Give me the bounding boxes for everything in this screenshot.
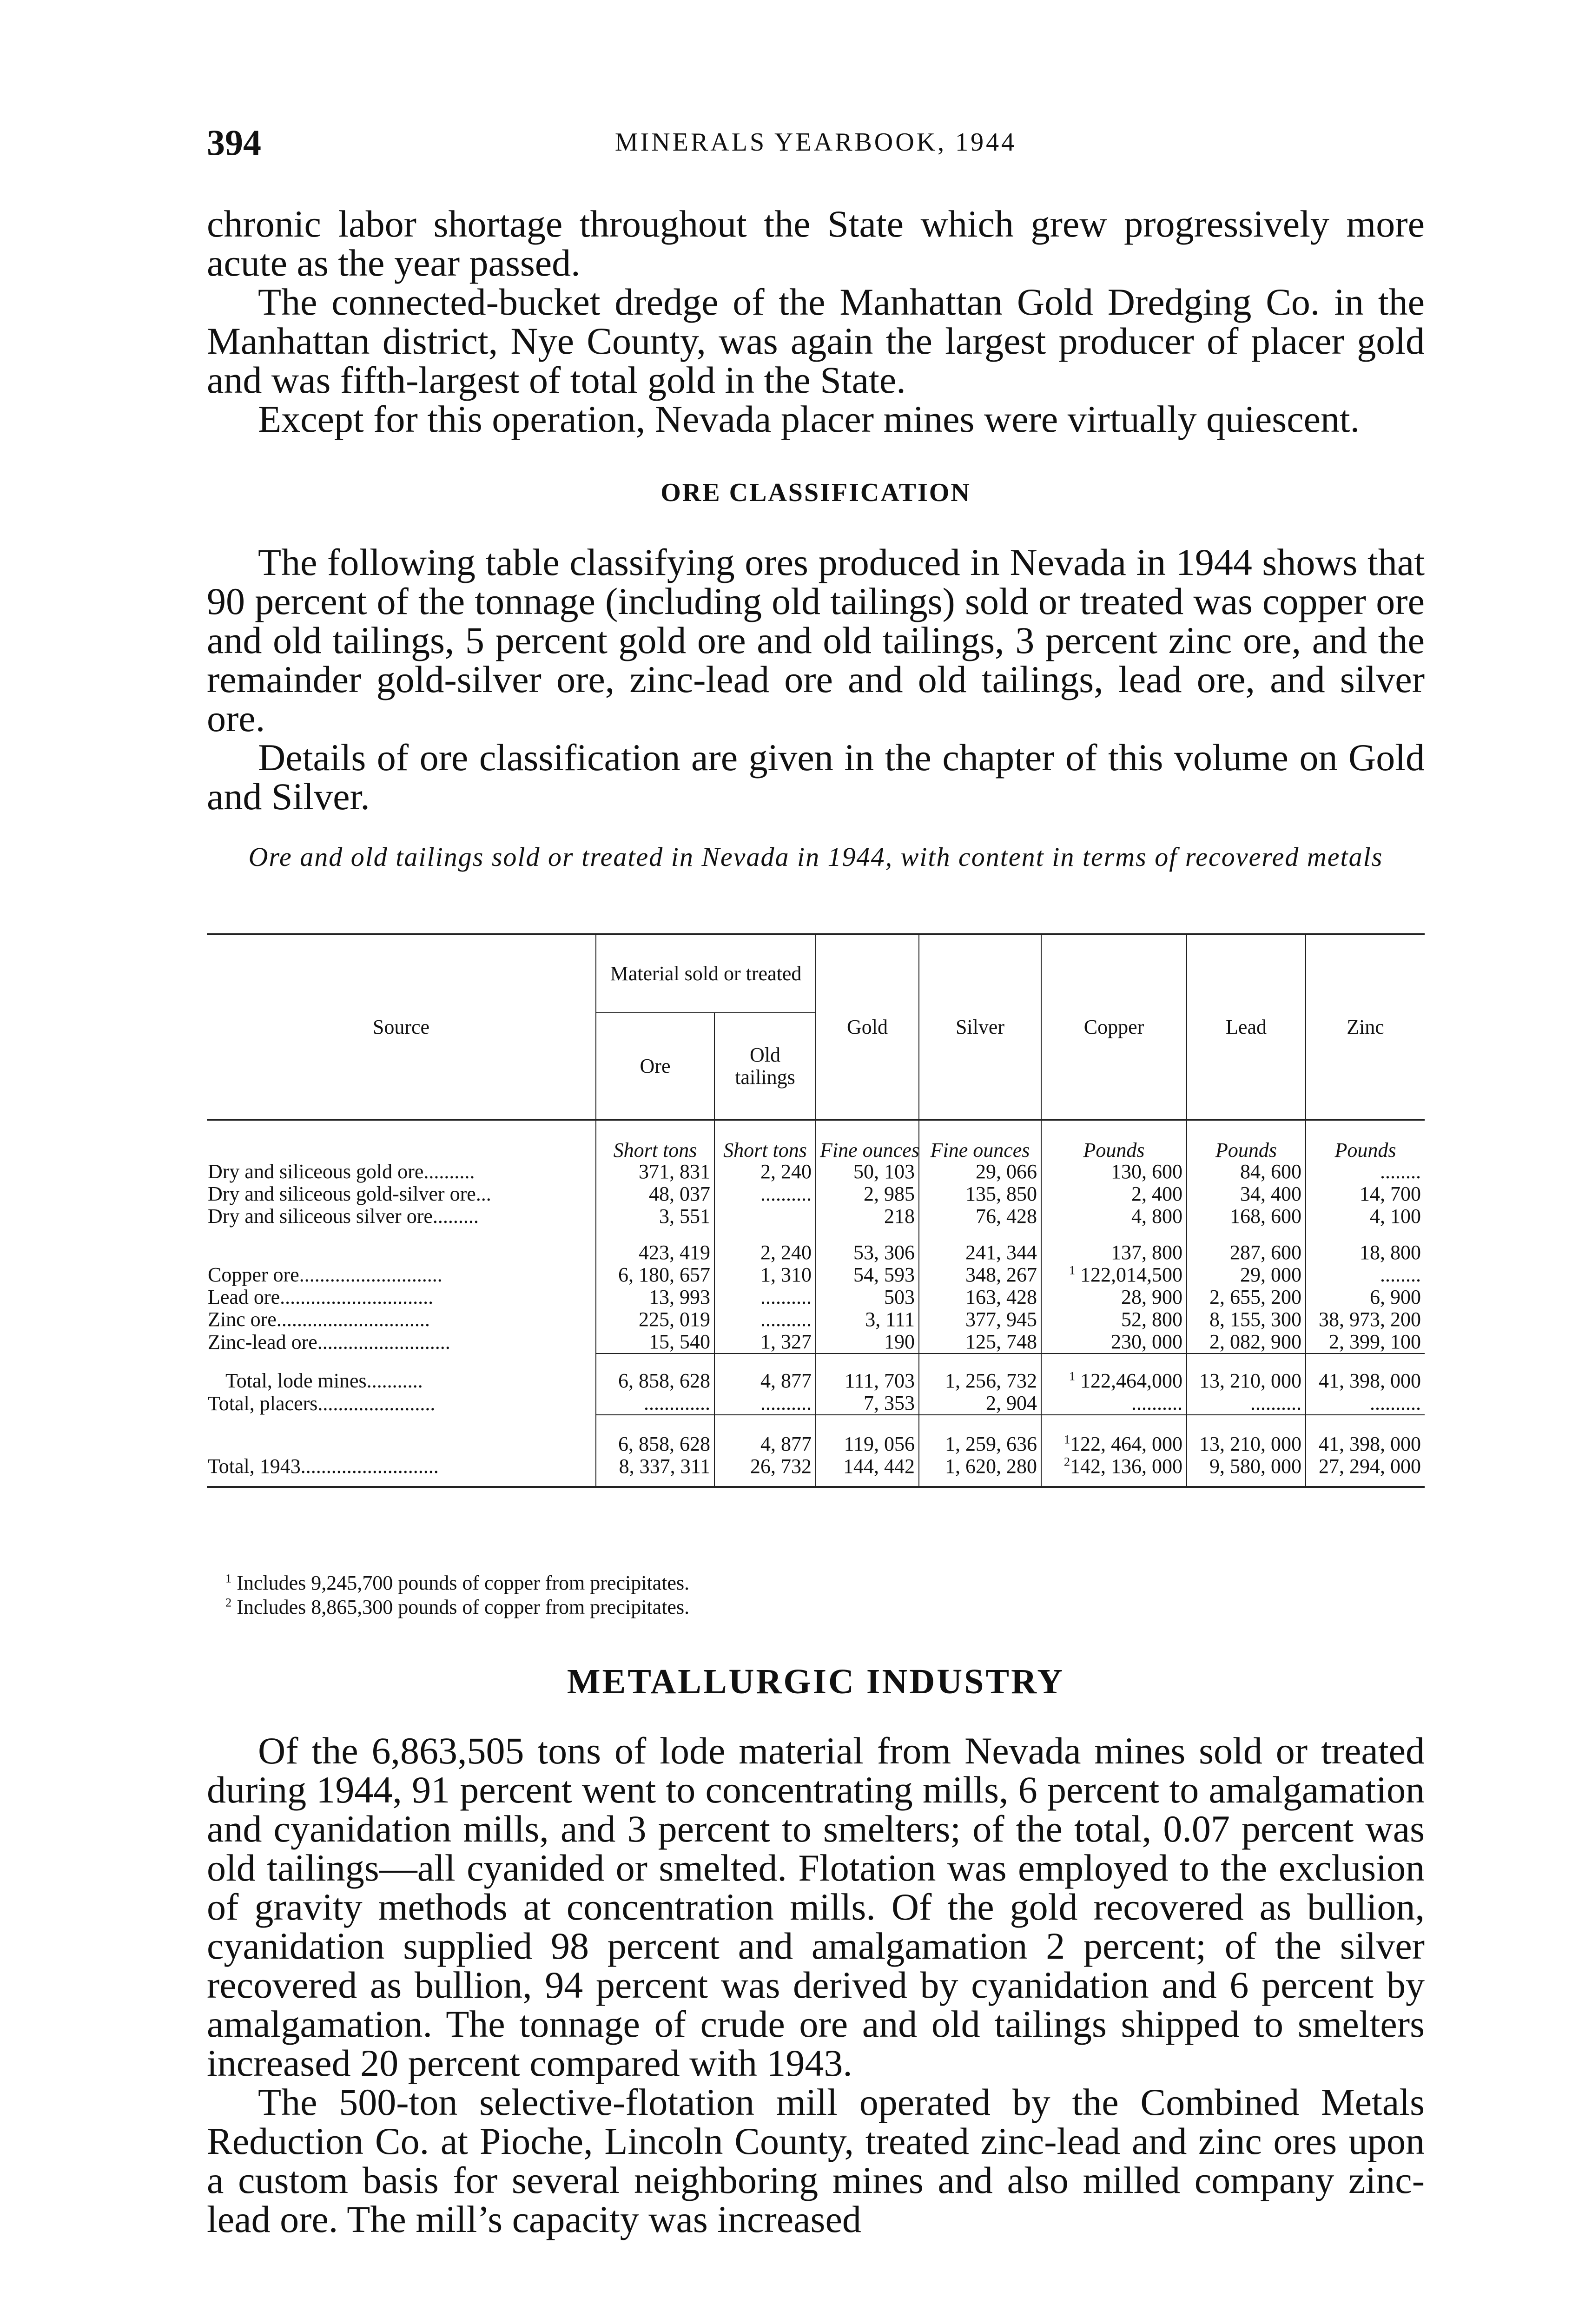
cell-copper: $^1$ 122,464,000 xyxy=(1041,1353,1187,1392)
cell-zinc: 41, 398, 000 xyxy=(1306,1353,1425,1392)
cell-old-tailings: 1, 310 xyxy=(714,1264,816,1286)
cell-gold: 3, 111 xyxy=(816,1308,919,1331)
cell-silver: 1, 256, 732 xyxy=(919,1353,1041,1392)
header-gold: Gold xyxy=(816,934,919,1120)
metallurgic-heading: METALLURGIC INDUSTRY xyxy=(567,1662,1065,1701)
cell-copper: 4, 800 xyxy=(1041,1205,1187,1228)
cell-old-tailings xyxy=(714,1205,816,1228)
table-row xyxy=(207,1161,1425,1183)
footnote-1: $^1$ Includes 9,245,700 pounds of copper from precipitates. xyxy=(225,1571,690,1594)
cell-lead: .......... xyxy=(1187,1392,1306,1415)
row-source: Lead ore.............................. xyxy=(207,1286,596,1308)
table-row xyxy=(207,1183,1425,1205)
row-source: Dry and siliceous gold ore.......... xyxy=(207,1161,596,1183)
cell-zinc: 2, 399, 100 xyxy=(1329,1330,1421,1353)
cell-zinc: 6, 900 xyxy=(1370,1286,1421,1308)
row-source: Copper ore............................ xyxy=(207,1264,596,1286)
page-number: 394 xyxy=(207,122,261,163)
unit-zinc: Pounds xyxy=(1334,1139,1396,1162)
ore-classification-heading: ORE CLASSIFICATION xyxy=(661,478,971,507)
table-footnotes xyxy=(207,1571,1425,1619)
cell-zinc: 4, 100 xyxy=(1370,1205,1421,1228)
table-row xyxy=(207,1264,1425,1286)
cell-old-tailings: 1, 327 xyxy=(714,1331,816,1353)
cell-silver: 1, 259, 636 xyxy=(919,1415,1041,1455)
cell-gold: 190 xyxy=(816,1331,919,1353)
row-source xyxy=(207,1228,596,1264)
intro-paragraph-2: The connected-bucket dredge of the Manhattan Gold Dredging Co. in the Manhattan district, Nye County, was again the largest producer of placer gold and was fifth-largest of total gold in the State. xyxy=(207,281,1425,401)
cell-ore: 371, 831 xyxy=(596,1161,714,1183)
cell-lead: 287, 600 xyxy=(1187,1228,1306,1264)
ore-paragraph-1: The following table classifying ores produced in Nevada in 1944 shows that 90 percent of the tonnage (including old tailings) sold or treated was copper ore and old tailings, 5 percent gold ore and old tailings, 3 percent zinc ore, and the remainder gold-silver ore, zinc-lead ore and old tailings, lead ore, and silver ore. xyxy=(207,541,1425,739)
cell-silver: 1, 620, 280 xyxy=(919,1455,1041,1487)
cell-copper: .......... xyxy=(1041,1392,1187,1415)
cell-silver: 348, 267 xyxy=(919,1264,1041,1286)
footnote-2: $^2$ Includes 8,865,300 pounds of copper from precipitates. xyxy=(225,1595,690,1618)
cell-gold: 218 xyxy=(816,1205,919,1228)
cell-gold: 503 xyxy=(816,1286,919,1308)
cell-copper: $^1$122, 464, 000 xyxy=(1041,1415,1187,1455)
cell-copper: 28, 900 xyxy=(1041,1286,1187,1308)
cell-old-tailings: 4, 877 xyxy=(714,1415,816,1455)
cell-copper: 2, 400 xyxy=(1041,1183,1187,1205)
cell-ore: 48, 037 xyxy=(596,1183,714,1205)
cell-silver: 76, 428 xyxy=(919,1205,1041,1228)
cell-zinc: 14, 700 xyxy=(1360,1182,1421,1205)
cell-copper: $^2$142, 136, 000 xyxy=(1041,1455,1187,1487)
cell-lead: 2, 082, 900 xyxy=(1187,1331,1306,1353)
header-ore: Ore xyxy=(596,1013,714,1120)
cell-zinc: .......... xyxy=(1370,1392,1421,1414)
ore-table xyxy=(207,933,1425,1488)
ore-paragraph-2: Details of ore classification are given in the chapter of this volume on Gold and Silver. xyxy=(207,736,1425,818)
header-material: Material sold or treated xyxy=(596,934,816,1013)
cell-ore: 8, 337, 311 xyxy=(596,1455,714,1487)
row-source: Dry and siliceous gold-silver ore... xyxy=(207,1183,596,1205)
cell-gold: 111, 703 xyxy=(816,1353,919,1392)
cell-lead: 8, 155, 300 xyxy=(1187,1308,1306,1331)
units-spacer xyxy=(207,1120,596,1161)
cell-gold: 144, 442 xyxy=(816,1455,919,1487)
row-source: Total, placers....................... xyxy=(207,1392,596,1415)
cell-old-tailings: .......... xyxy=(714,1183,816,1205)
unit-silver: Fine ounces xyxy=(919,1120,1041,1161)
cell-old-tailings: .......... xyxy=(714,1392,816,1415)
unit-lead: Pounds xyxy=(1187,1120,1306,1161)
table-row xyxy=(207,1308,1425,1331)
row-source: Zinc-lead ore.......................... xyxy=(207,1331,596,1353)
cell-zinc: 38, 973, 200 xyxy=(1319,1308,1421,1331)
cell-zinc: 41, 398, 000 xyxy=(1306,1415,1425,1455)
header-silver: Silver xyxy=(919,934,1041,1120)
row-source: Zinc ore.............................. xyxy=(207,1308,596,1331)
metallurgic-paragraph-1: Of the 6,863,505 tons of lode material from Nevada mines sold or treated during 1944, 91 percent went to concentrating mills, 6 percent to amalgamation and cyanidation mills, and 3 percent to smelters; of the total, 0.07 percent was old tailings—all cyanided or smelted. Flotation was employed to the exclusion of gravity methods at concentration mills. Of the gold recovered as bullion, cyanidation supplied 98 percent and amalgamation 2 percent; of the silver recovered as bullion, 94 percent was derived by cyanidation and 6 percent by amalgamation. The tonnage of crude ore and old tailings shipped to smelters increased 20 percent compared with 1943. xyxy=(207,1730,1425,2084)
cell-old-tailings: .......... xyxy=(714,1286,816,1308)
header-copper: Copper xyxy=(1041,934,1187,1120)
cell-lead: 13, 210, 000 xyxy=(1187,1353,1306,1392)
cell-silver: 125, 748 xyxy=(919,1331,1041,1353)
cell-silver: 2, 904 xyxy=(919,1392,1041,1415)
cell-ore: 6, 858, 628 xyxy=(596,1353,714,1392)
unit-old-tailings: Short tons xyxy=(714,1120,816,1161)
cell-ore: 6, 858, 628 xyxy=(596,1415,714,1455)
cell-zinc: ........ xyxy=(1380,1160,1421,1183)
cell-old-tailings: 26, 732 xyxy=(714,1455,816,1487)
header-old-tailings: Old tailings xyxy=(714,1013,816,1120)
cell-lead: 2, 655, 200 xyxy=(1187,1286,1306,1308)
unit-gold: Fine ounces xyxy=(816,1120,919,1161)
cell-gold: 50, 103 xyxy=(816,1161,919,1183)
cell-copper: 230, 000 xyxy=(1041,1331,1187,1353)
cell-silver: 29, 066 xyxy=(919,1161,1041,1183)
table-row-subtotal xyxy=(207,1228,1425,1264)
unit-ore: Short tons xyxy=(596,1120,714,1161)
cell-lead: 84, 600 xyxy=(1187,1161,1306,1183)
cell-gold: 119, 056 xyxy=(816,1415,919,1455)
table-row-total-1943 xyxy=(207,1455,1425,1487)
cell-ore: 6, 180, 657 xyxy=(596,1264,714,1286)
cell-silver: 135, 850 xyxy=(919,1183,1041,1205)
cell-silver: 241, 344 xyxy=(919,1228,1041,1264)
header-source: Source xyxy=(207,934,596,1120)
cell-copper: $^1$ 122,014,500 xyxy=(1041,1264,1187,1286)
cell-ore: 3, 551 xyxy=(596,1205,714,1228)
table-row xyxy=(207,1331,1425,1353)
cell-lead: 9, 580, 000 xyxy=(1187,1455,1306,1487)
cell-ore: 423, 419 xyxy=(596,1228,714,1264)
metallurgic-text xyxy=(207,1731,1425,2239)
running-head xyxy=(207,122,1425,164)
intro-text xyxy=(207,205,1425,439)
running-title: MINERALS YEARBOOK, 1944 xyxy=(614,128,1017,157)
row-source: Total, 1943........................... xyxy=(207,1455,596,1487)
cell-copper: 52, 800 xyxy=(1041,1308,1187,1331)
ore-table-container xyxy=(207,933,1425,1488)
cell-copper: 137, 800 xyxy=(1041,1228,1187,1264)
cell-ore: 15, 540 xyxy=(596,1331,714,1353)
cell-zinc: 27, 294, 000 xyxy=(1306,1455,1425,1487)
header-zinc: Zinc xyxy=(1306,934,1425,1120)
table-caption: Ore and old tailings sold or treated in Nevada in 1944, with content in terms of recovered metals xyxy=(248,842,1383,872)
row-source xyxy=(207,1415,596,1455)
cell-silver: 377, 945 xyxy=(919,1308,1041,1331)
cell-ore: 13, 993 xyxy=(596,1286,714,1308)
metallurgic-paragraph-2: The 500-ton selective-flotation mill operated by the Combined Metals Reduction Co. at Pioche, Lincoln County, treated zinc-lead and zinc ores upon a custom basis for several neighboring mines and also milled company zinc-lead ore. The mill’s capacity was increased xyxy=(207,2081,1425,2240)
cell-lead: 168, 600 xyxy=(1187,1205,1306,1228)
cell-lead: 29, 000 xyxy=(1187,1264,1306,1286)
intro-paragraph-1: chronic labor shortage throughout the State which grew progressively more acute as the year passed. xyxy=(207,203,1425,284)
cell-lead: 13, 210, 000 xyxy=(1187,1415,1306,1455)
row-source: Dry and siliceous silver ore......... xyxy=(207,1205,596,1228)
unit-copper: Pounds xyxy=(1041,1120,1187,1161)
table-row xyxy=(207,1205,1425,1228)
table-row-total xyxy=(207,1392,1425,1415)
table-row xyxy=(207,1286,1425,1308)
cell-gold: 54, 593 xyxy=(816,1264,919,1286)
cell-old-tailings: 2, 240 xyxy=(714,1228,816,1264)
cell-gold: 7, 353 xyxy=(816,1392,919,1415)
cell-gold: 53, 306 xyxy=(816,1228,919,1264)
intro-paragraph-3: Except for this operation, Nevada placer mines were virtually quiescent. xyxy=(258,398,1360,440)
cell-zinc: ........ xyxy=(1380,1263,1421,1286)
cell-ore: 225, 019 xyxy=(596,1308,714,1331)
header-lead: Lead xyxy=(1187,934,1306,1120)
row-source: Total, lode mines........... xyxy=(207,1353,596,1392)
units-row xyxy=(207,1120,1425,1161)
cell-old-tailings: .......... xyxy=(714,1308,816,1331)
cell-lead: 34, 400 xyxy=(1187,1183,1306,1205)
table-row-grand-total xyxy=(207,1415,1425,1455)
cell-gold: 2, 985 xyxy=(816,1183,919,1205)
cell-silver: 163, 428 xyxy=(919,1286,1041,1308)
cell-old-tailings: 2, 240 xyxy=(714,1161,816,1183)
cell-zinc: 18, 800 xyxy=(1360,1241,1421,1264)
ore-classification-text xyxy=(207,543,1425,816)
cell-old-tailings: 4, 877 xyxy=(714,1353,816,1392)
table-row-total xyxy=(207,1353,1425,1392)
cell-ore: ............. xyxy=(596,1392,714,1415)
cell-copper: 130, 600 xyxy=(1041,1161,1187,1183)
